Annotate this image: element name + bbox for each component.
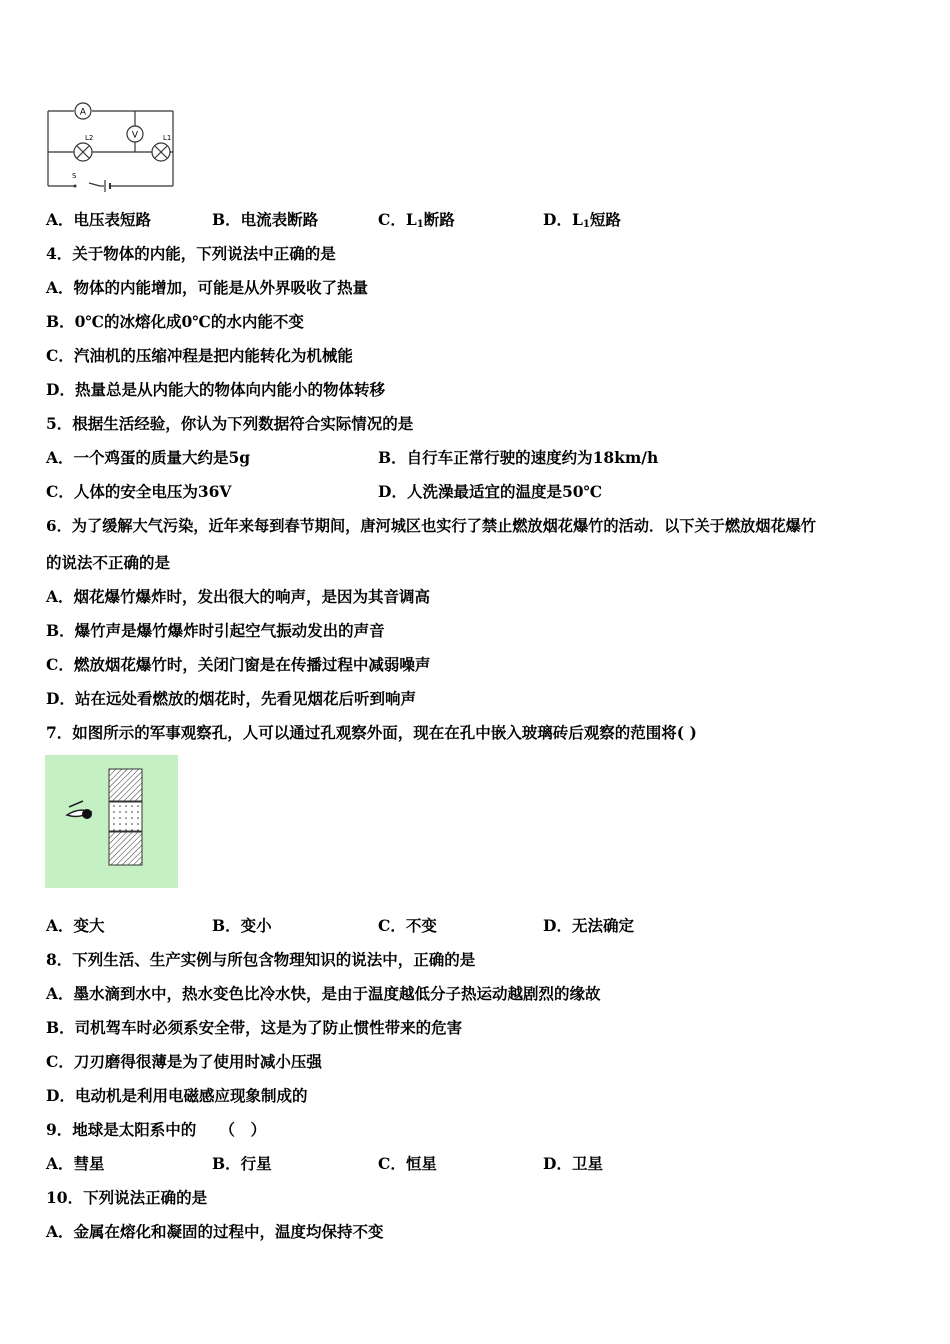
observation-hole-diagram [45,755,178,888]
voltmeter-icon [127,126,143,142]
q4-stem: 4．关于物体的内能，下列说法中正确的是 [46,244,336,263]
lamp-l1-label: L1 [163,134,172,142]
q3-option-d: D．$L_1$短路 [543,210,621,230]
q10-option-a: A．金属在熔化和凝固的过程中，温度均保持不变 [46,1222,384,1241]
q8-stem: 8．下列生活、生产实例与所包含物理知识的说法中，正确的是 [46,950,476,969]
q6-option-b: B．爆竹声是爆竹爆炸时引起空气振动发出的声音 [46,621,385,640]
switch-label: S [72,172,77,180]
q9-stem: 9．地球是太阳系中的 （ ） [46,1120,267,1139]
q7-stem: 7．如图所示的军事观察孔，人可以通过孔观察外面，现在在孔中嵌入玻璃砖后观察的范围将( ) [46,723,697,742]
q6-option-a: A．烟花爆竹爆炸时，发出很大的响声，是因为其音调高 [46,587,431,606]
lamp-l2-label: L2 [85,134,94,142]
switch-icon [72,172,77,188]
circuit-diagram [44,98,180,194]
glass-brick [109,802,142,831]
q5-option-a: A．一个鸡蛋的质量大约是5g [46,448,251,467]
q6-option-d: D．站在远处看燃放的烟花时，先看见烟花后听到响声 [46,689,416,708]
q9-option-d: D．卫星 [543,1154,603,1173]
q8-option-d: D．电动机是利用电磁感应现象制成的 [46,1086,308,1105]
q7-option-c: C．不变 [378,916,437,935]
q4-option-d: D．热量总是从内能大的物体向内能小的物体转移 [46,380,385,399]
battery-icon [105,180,110,192]
q6-stem-line1: 6．为了缓解大气污染，近年来每到春节期间，唐河城区也实行了禁止燃放烟花爆竹的活动．以下关于燃放烟花爆竹 [46,517,816,535]
q8-option-a: A．墨水滴到水中，热水变色比冷水快，是由于温度越低分子热运动越剧烈的缘故 [46,984,601,1003]
q4-option-a: A．物体的内能增加，可能是从外界吸收了热量 [46,278,369,297]
ammeter-icon [75,103,91,119]
wall-bottom [109,832,142,865]
q5-option-c: C．人体的安全电压为36V [46,482,232,501]
q9-option-c: C．恒星 [378,1154,437,1173]
q3-option-a: A．电压表短路 [46,210,152,229]
q10-stem: 10．下列说法正确的是 [46,1188,208,1207]
q3-option-c: C．$L_1$断路 [378,210,455,230]
q7-option-a: A．变大 [46,916,105,935]
q4-option-c: C．汽油机的压缩冲程是把内能转化为机械能 [46,346,353,365]
q5-option-b: B．自行车正常行驶的速度约为18km/h [378,448,659,467]
q9-option-a: A．彗星 [46,1154,105,1173]
lamp-l1-icon [152,134,171,161]
wall-top [109,769,142,801]
q8-option-c: C．刀刃磨得很薄是为了使用时减小压强 [46,1052,322,1071]
q4-option-b: B．0℃的冰熔化成0℃的水内能不变 [46,312,304,331]
q8-option-b: B．司机驾车时必须系安全带，这是为了防止惯性带来的危害 [46,1018,463,1037]
q7-option-b: B．变小 [212,916,272,935]
ammeter-label: A [79,107,87,118]
voltmeter-label: V [131,130,139,141]
q5-option-d: D．人洗澡最适宜的温度是50℃ [378,482,603,501]
q6-option-c: C．燃放烟花爆竹时，关闭门窗是在传播过程中减弱噪声 [46,655,431,674]
q7-option-d: D．无法确定 [543,916,634,935]
q5-stem: 5．根据生活经验，你认为下列数据符合实际情况的是 [46,414,414,433]
q6-stem-line2: 的说法不正确的是 [46,553,171,572]
q9-option-b: B．行星 [212,1154,272,1173]
q3-option-b: B．电流表断路 [212,210,319,229]
lamp-l2-icon [74,134,93,161]
